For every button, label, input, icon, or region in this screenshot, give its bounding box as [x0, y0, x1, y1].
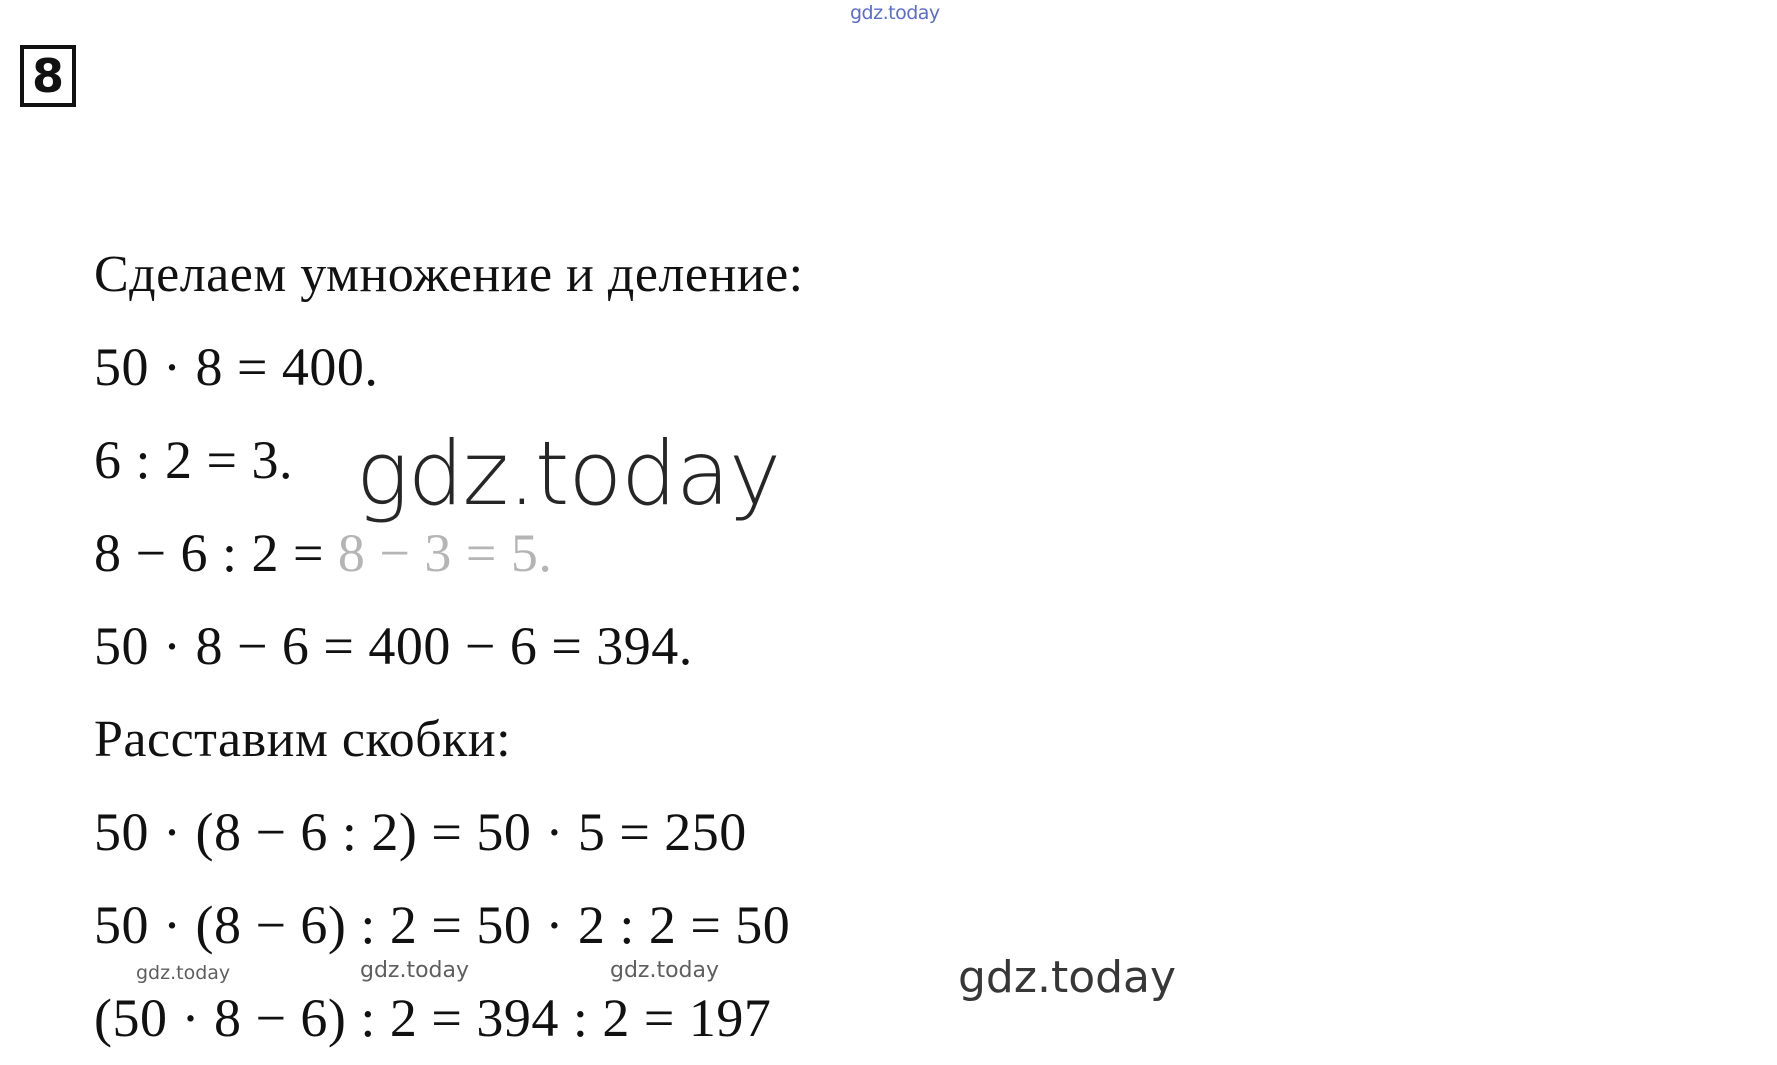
solution-line-brackets-1: 50 · (8 − 6 : 2) = 50 · 5 = 250 [94, 802, 747, 862]
task-number-box [20, 45, 76, 107]
solution-line-subtraction [94, 507, 1194, 600]
solution-line-division: 6 : 2 = 3. [94, 430, 293, 490]
solution-line-brackets-2: 50 · (8 − 6) : 2 = 50 · 2 : 2 = 50 [94, 895, 791, 955]
solution-line-full-expression: 50 · 8 − 6 = 400 − 6 = 394. [94, 616, 693, 676]
task-number: 8 [31, 49, 64, 103]
solution-line-subtraction-main: 8 − 6 : 2 = [94, 523, 338, 583]
solution-line-brackets-3: (50 · 8 − 6) : 2 = 394 : 2 = 197 [94, 988, 772, 1048]
solution-line-subtraction-faded: 8 − 3 = 5. [337, 523, 553, 583]
solution-content [94, 228, 1194, 1065]
watermark-small-1: gdz.today [136, 962, 231, 984]
solution-heading-brackets: Расставим скобки: [94, 711, 512, 768]
watermark-right: gdz.today [958, 952, 1177, 1003]
watermark-small-3: gdz.today [610, 958, 720, 983]
solution-line-multiplication: 50 · 8 = 400. [94, 337, 379, 397]
watermark-top: gdz.today [850, 2, 940, 24]
solution-heading-operations: Сделаем умножение и деление: [94, 246, 804, 303]
watermark-small-2: gdz.today [360, 958, 470, 983]
watermark-large: gdz.today [356, 422, 781, 525]
